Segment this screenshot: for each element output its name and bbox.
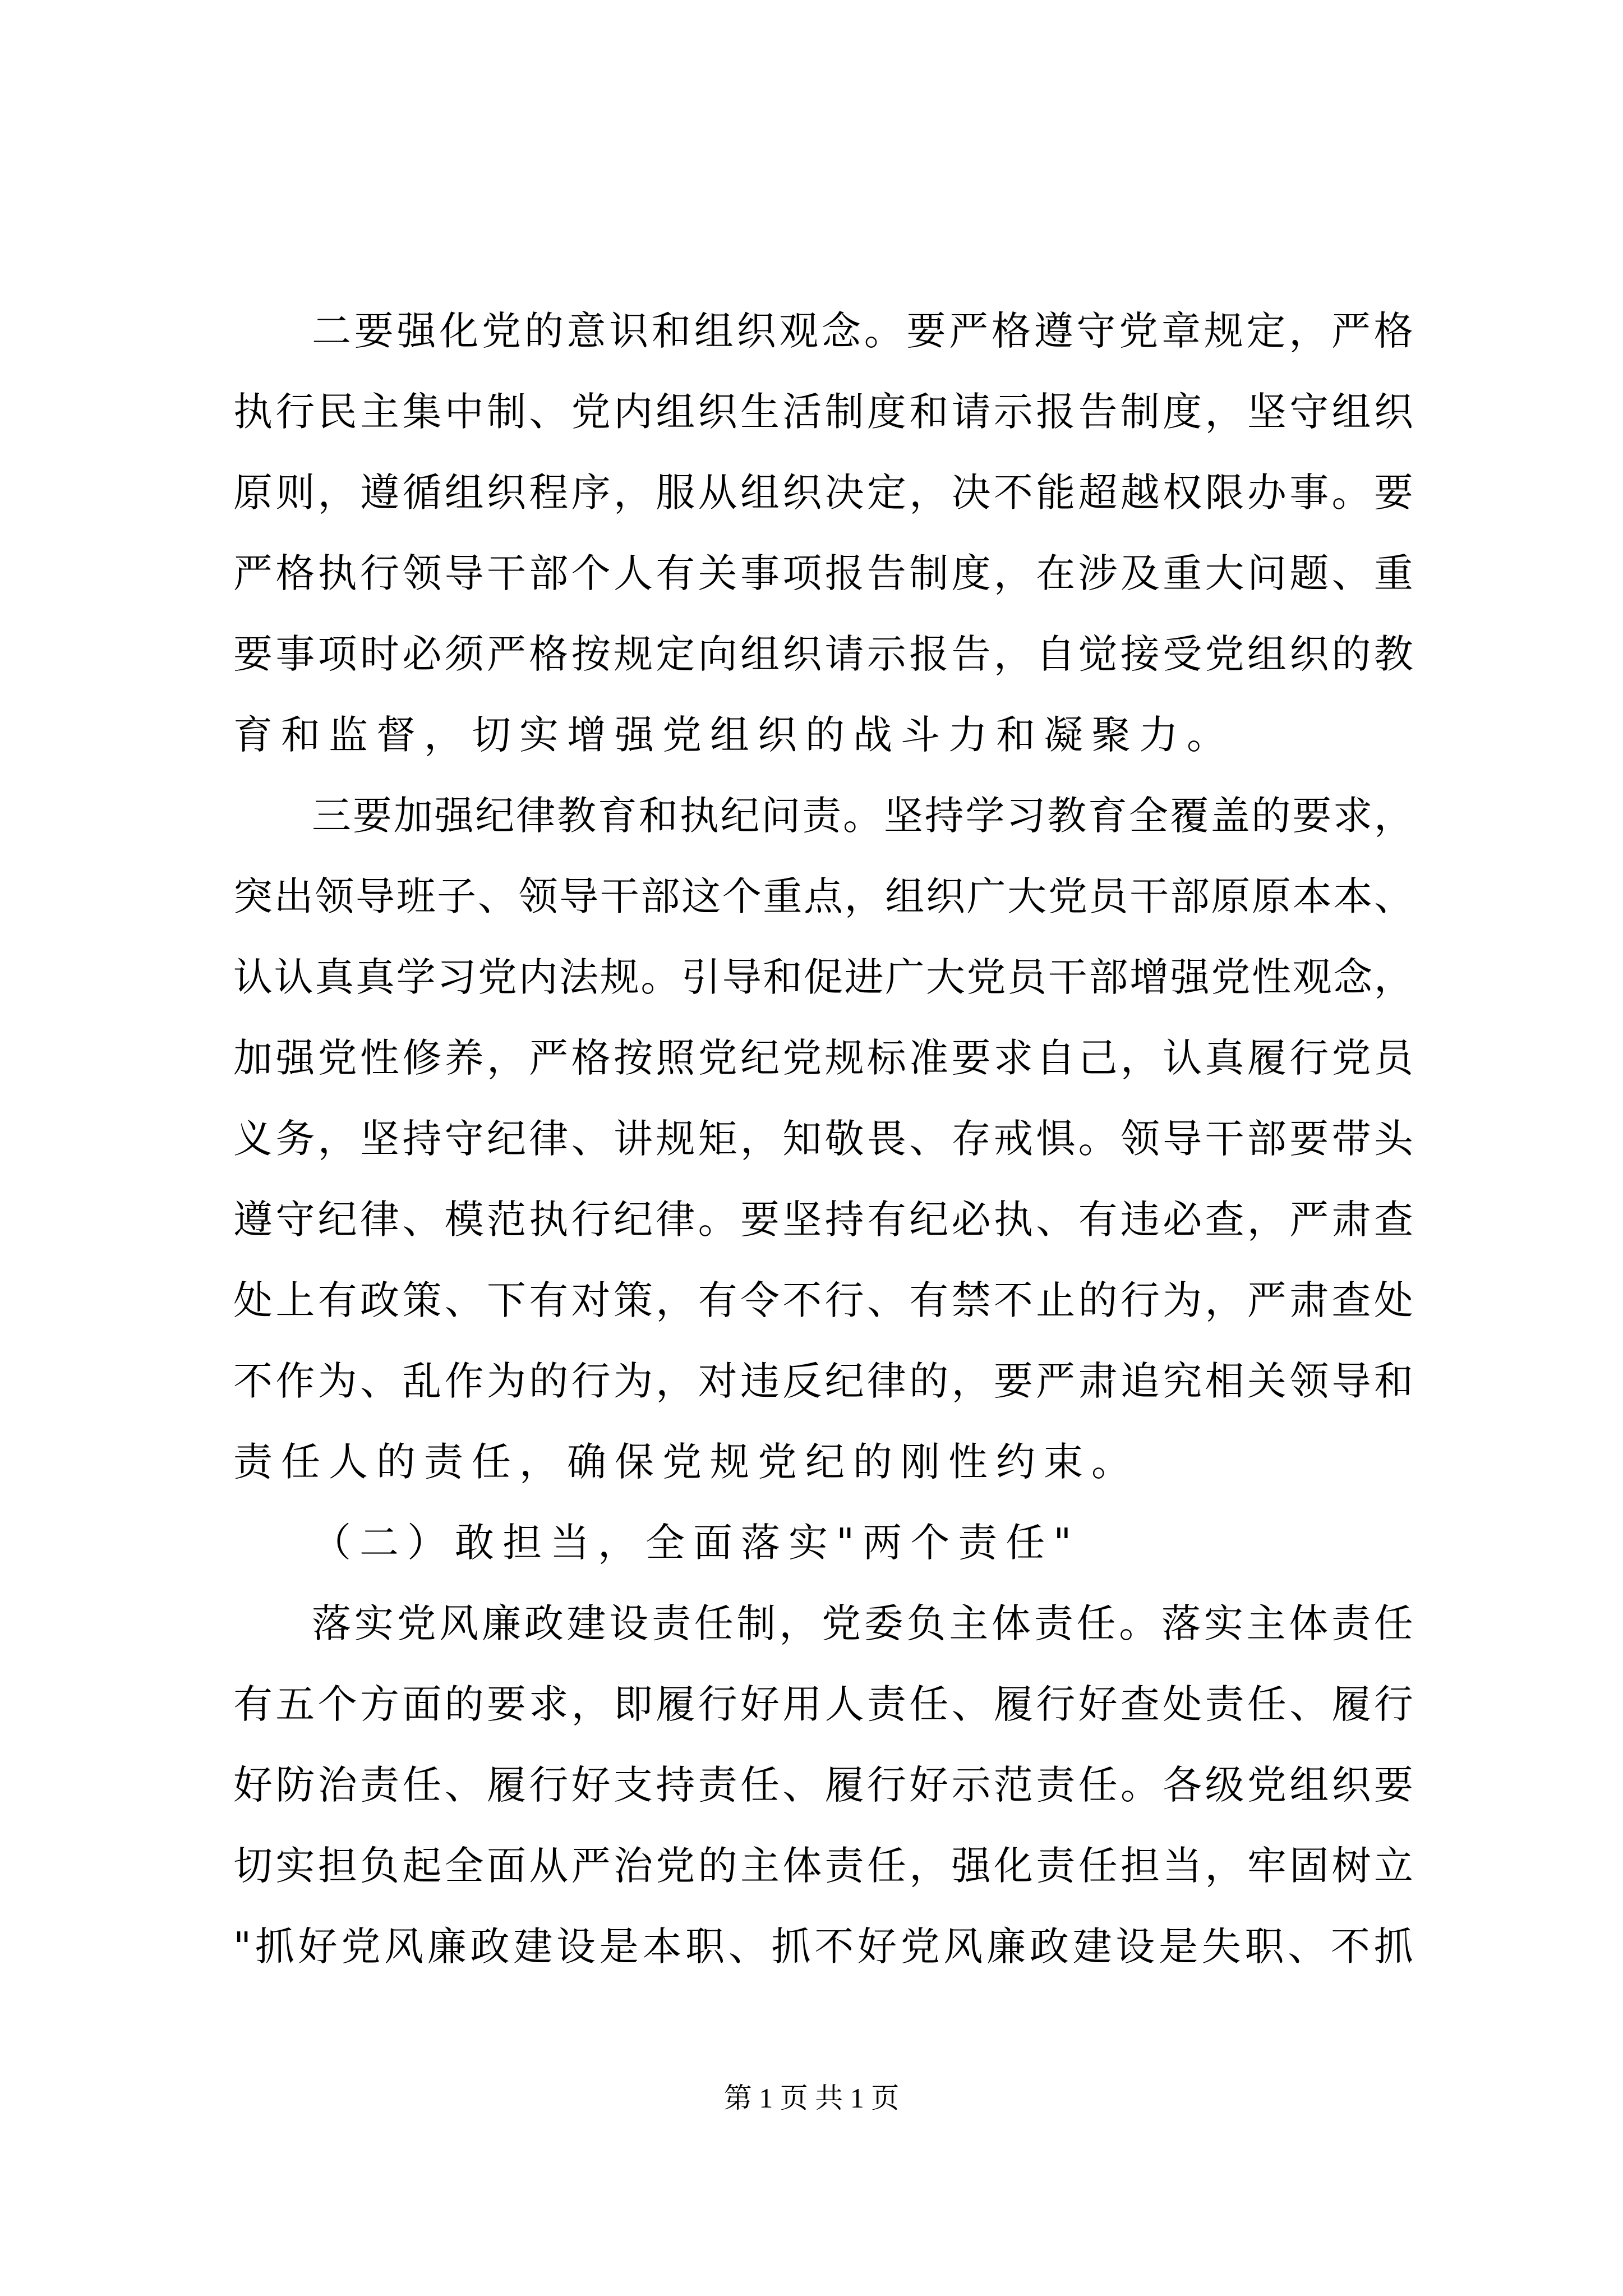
text-line-08: 突 出 领 导 班 子 、 领 导 干 部 这 个 重 点 ， 组 织 广 大 党 员 干 部 原 原 本 本 、	[233, 873, 1413, 919]
text-line-05: 要 事 项 时 必 须 严 格 按 规 定 向 组 织 请 示 报 告 ， 自 觉 接 受 党 组 织 的 教	[233, 631, 1413, 677]
text-line-12: 遵 守 纪 律 、 模 范 执 行 纪 律 。 要 坚 持 有 纪 必 执 、 有 违 必 查 ， 严 肃 查	[233, 1197, 1413, 1243]
text-line-13: 处 上 有 政 策 、 下 有 对 策 ， 有 令 不 行 、 有 禁 不 止 的 行 为 ， 严 肃 查 处	[233, 1277, 1413, 1323]
text-line-19: 好 防 治 责 任 、 履 行 好 支 持 责 任 、 履 行 好 示 范 责 任 。 各 级 党 组 织 要	[233, 1762, 1413, 1808]
section-heading: （ 二 ） 敢 担 当 ， 全 面 落 实 " 两 个 责 任 "	[312, 1520, 1072, 1566]
text-line-04: 严 格 执 行 领 导 干 部 个 人 有 关 事 项 报 告 制 度 ， 在 涉 及 重 大 问 题 、 重	[233, 550, 1413, 596]
text-line-20: 切 实 担 负 起 全 面 从 严 治 党 的 主 体 责 任 ， 强 化 责 任 担 当 ， 牢 固 树 立	[233, 1843, 1413, 1889]
text-line-18: 有 五 个 方 面 的 要 求 ， 即 履 行 好 用 人 责 任 、 履 行 好 查 处 责 任 、 履 行	[233, 1681, 1413, 1727]
text-line-07: 三 要 加 强 纪 律 教 育 和 执 纪 问 责 。 坚 持 学 习 教 育 全 覆 盖 的 要 求 ，	[312, 793, 1413, 839]
text-line-17: 落 实 党 风 廉 政 建 设 责 任 制 ， 党 委 负 主 体 责 任 。 落 实 主 体 责 任	[312, 1600, 1413, 1646]
text-line-15: 责 任 人 的 责 任 ， 确 保 党 规 党 纪 的 刚 性 约 束 。	[233, 1439, 1131, 1485]
text-line-03: 原 则 ， 遵 循 组 织 程 序 ， 服 从 组 织 决 定 ， 决 不 能 超 越 权 限 办 事 。 要	[233, 470, 1413, 516]
text-line-01: 二 要 强 化 党 的 意 识 和 组 织 观 念 。 要 严 格 遵 守 党 章 规 定 ， 严 格	[312, 308, 1413, 354]
text-line-02: 执 行 民 主 集 中 制 、 党 内 组 织 生 活 制 度 和 请 示 报 告 制 度 ， 坚 守 组 织	[233, 389, 1413, 435]
text-line-21: " 抓 好 党 风 廉 政 建 设 是 本 职 、 抓 不 好 党 风 廉 政 建 设 是 失 职 、 不 抓	[233, 1924, 1413, 1970]
text-line-09: 认 认 真 真 学 习 党 内 法 规 。 引 导 和 促 进 广 大 党 员 干 部 增 强 党 性 观 念 ，	[233, 954, 1413, 1000]
text-line-10: 加 强 党 性 修 养 ， 严 格 按 照 党 纪 党 规 标 准 要 求 自 己 ， 认 真 履 行 党 员	[233, 1035, 1413, 1081]
text-line-11: 义 务 ， 坚 持 守 纪 律 、 讲 规 矩 ， 知 敬 畏 、 存 戒 惧 。 领 导 干 部 要 带 头	[233, 1116, 1413, 1162]
text-line-06: 育 和 监 督 ， 切 实 增 强 党 组 织 的 战 斗 力 和 凝 聚 力 。	[233, 712, 1226, 758]
text-line-14: 不 作 为 、 乱 作 为 的 行 为 ， 对 违 反 纪 律 的 ， 要 严 肃 追 究 相 关 领 导 和	[233, 1358, 1413, 1404]
page-footer: 第 1 页 共 1 页	[723, 2082, 900, 2114]
